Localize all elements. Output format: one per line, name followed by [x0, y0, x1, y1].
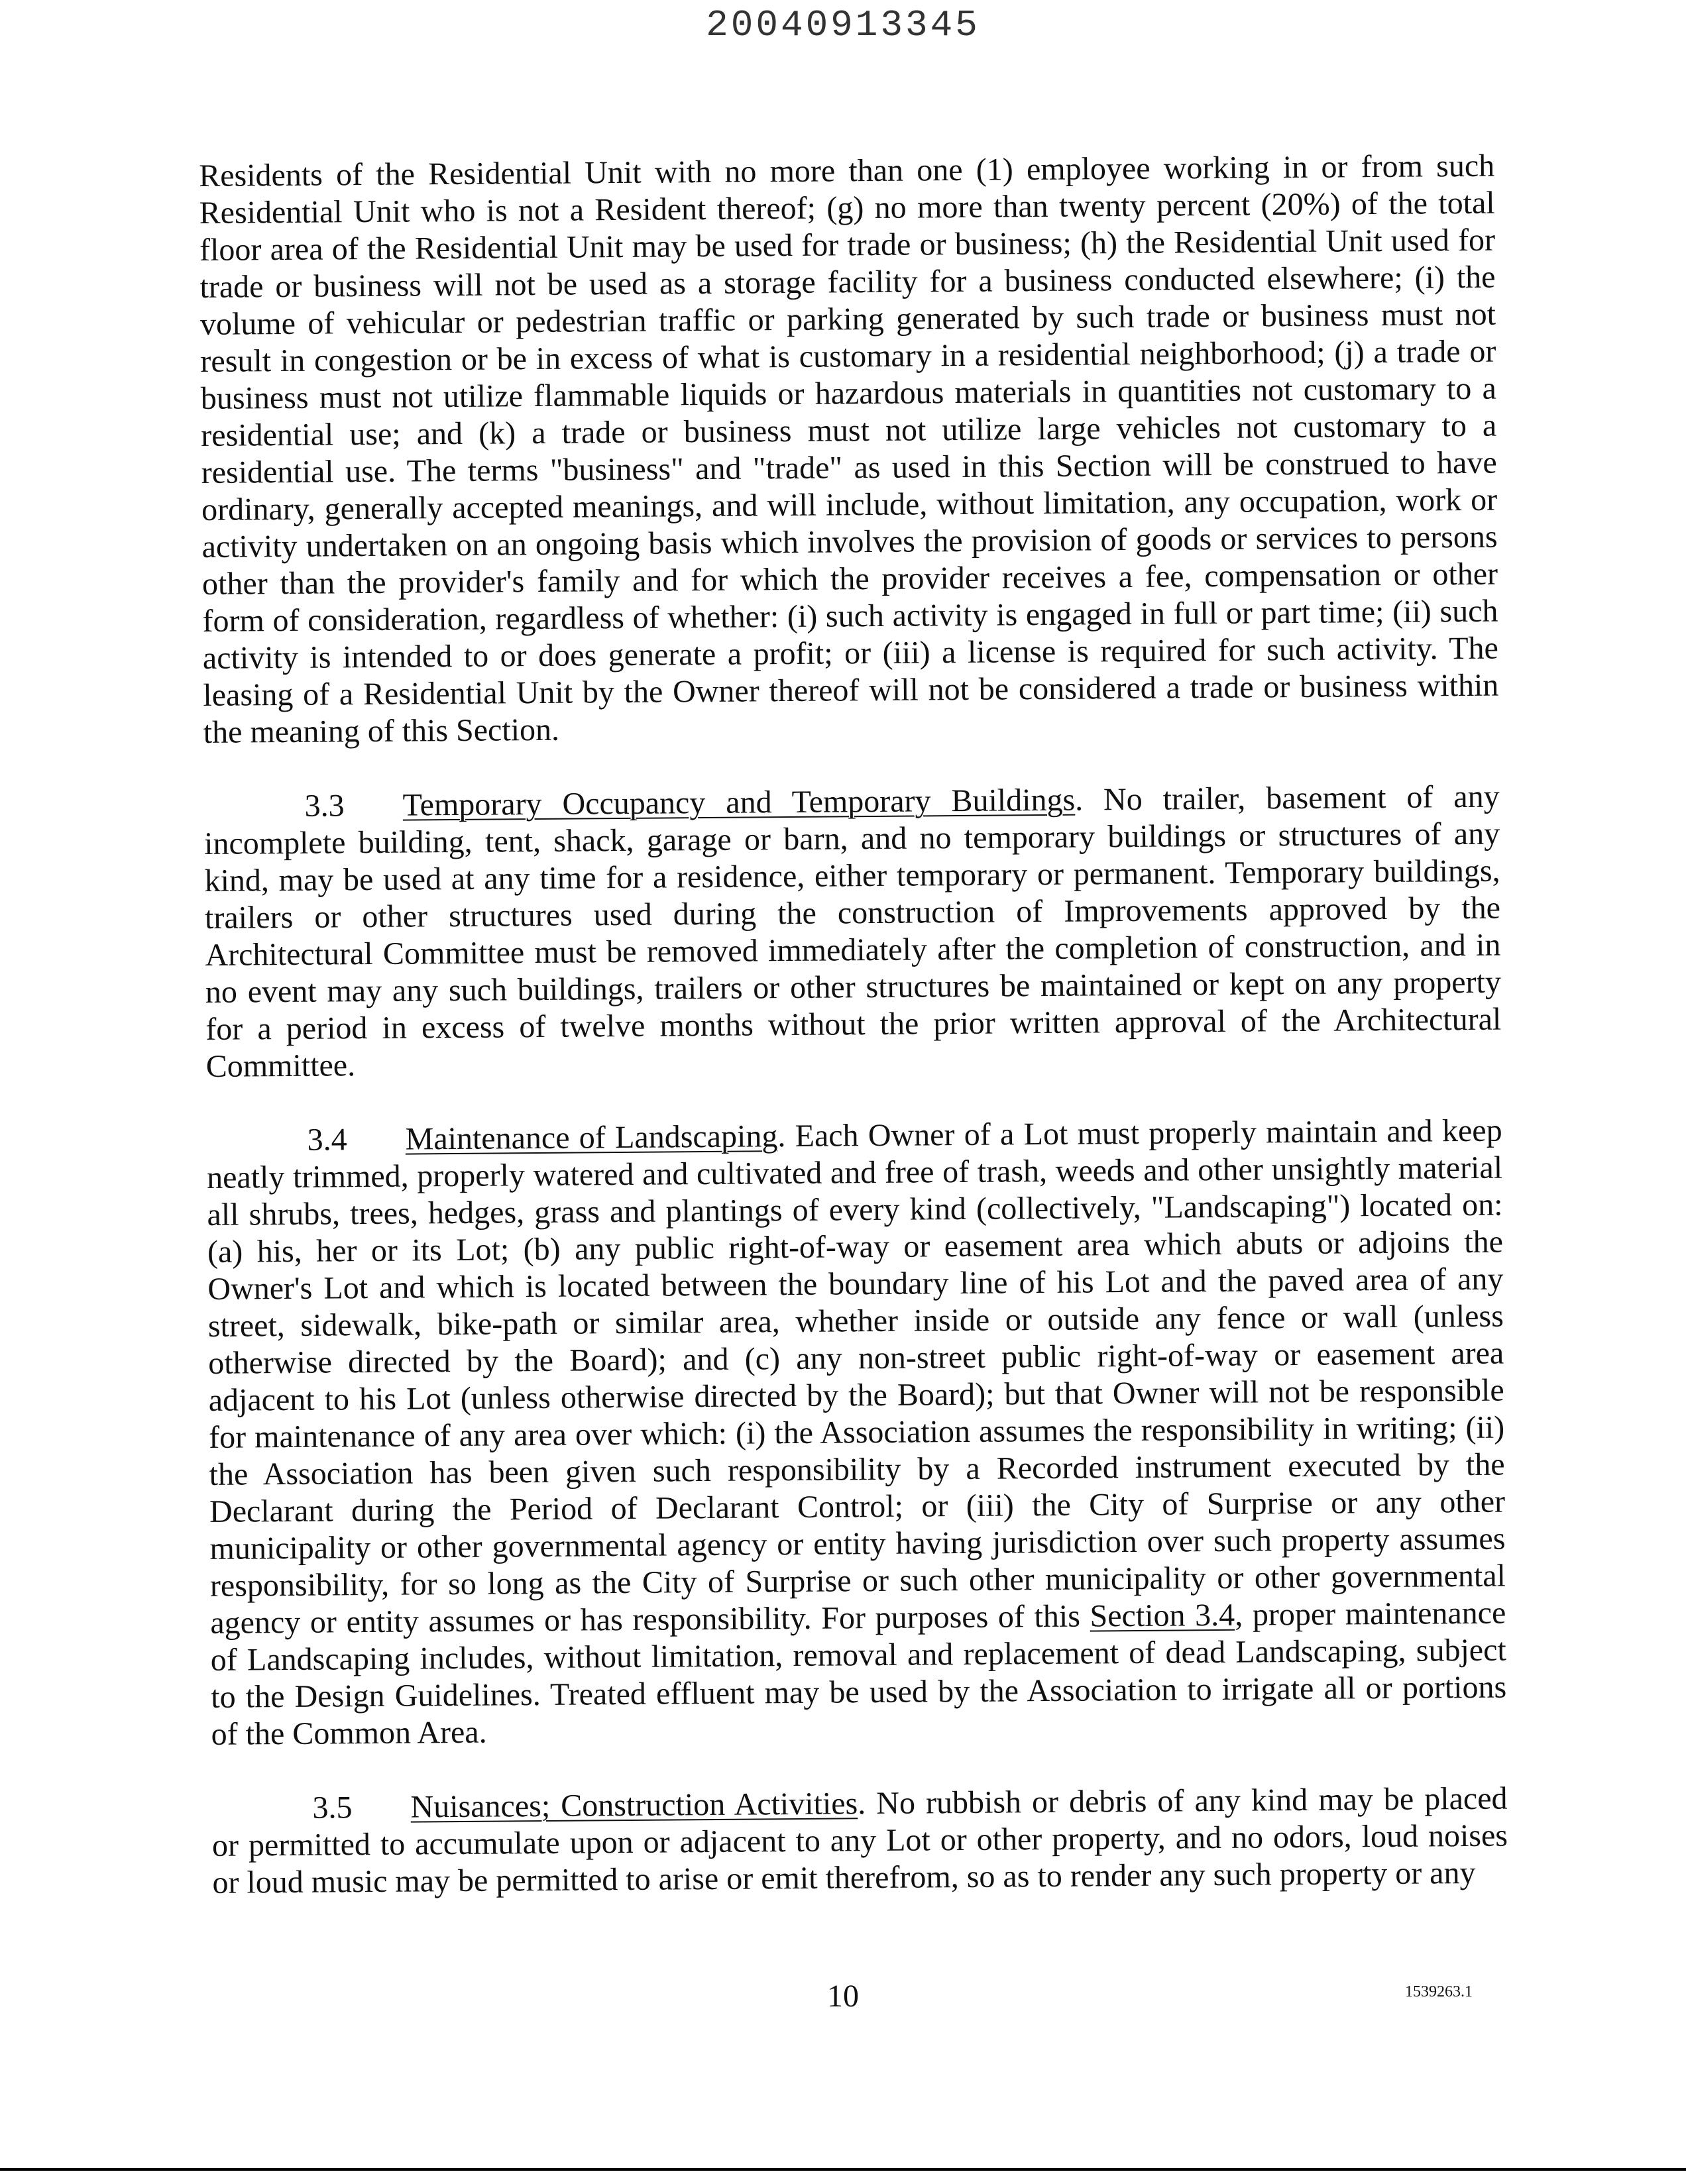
section-3-5	[211, 1780, 1508, 1902]
section-text: . No rubbish or debris of any kind may be placed or permitted to accumulate upon or adjacent to any Lot or other property, and no odors, loud noises or loud music may be permitted to arise or emit therefrom, so as to render any such property or any	[211, 1780, 1508, 1900]
section-number: 3.5	[312, 1790, 353, 1826]
scan-edge-line	[0, 2168, 1686, 2171]
document-body	[199, 148, 1508, 1939]
page-number: 10	[827, 1979, 859, 2014]
section-number: 3.3	[304, 788, 345, 824]
section-text: . No trailer, basement of any incomplete building, tent, shack, garage or barn, and no temporary buildings or structures of any kind, may be used at any time for a residence, either temporary or permanent. Temporary buildings, trailers or other structures used during the construction of Improvements approved by the Architectural Committee must be removed immediately after the completion of construction, and in no event may any such buildings, trailers or other structures be maintained or kept on any property for a period in excess of twelve months without the prior written approval of the Architectural Committee.	[203, 779, 1502, 1084]
section-heading: Temporary Occupancy and Temporary Buildings	[402, 782, 1076, 823]
section-text: . Each Owner of a Lot must properly maintain and keep neatly trimmed, properly watered and cultivated and free of trash, weeds and other unsightly material all shrubs, trees, hedges, grass and plantings of every kind (collectively, "Landscaping") located on: (a) his, her or its Lot; (b) any public right-of-way or easement area which abuts or adjoins the Owner's Lot and which is located between the boundary line of his Lot and the paved area of any street, sidewalk, bike-path or similar area, whether inside or outside any fence or wall (unless otherwise directed by the Board); and (c) any non-street public right-of-way or easement area adjacent to his Lot (unless otherwise directed by the Board); but that Owner will not be responsible for maintenance of any area over which: (i) the Association assumes the responsibility in writing; (ii) the Association has been given such responsibility by a Recorded instrument executed by the Declarant during the Period of Declarant Control; or (iii) the City of Surprise or any other municipality or other governmental agency or entity having jurisdiction over such property assumes responsibility, for so long as the City of Surprise or such other municipality or other governmental agency or entity assumes or has responsibility. For purposes of this	[206, 1113, 1506, 1641]
section-3-3	[203, 779, 1501, 1085]
section-3-4	[206, 1113, 1506, 1753]
document-id: 1539263.1	[1405, 1983, 1473, 2000]
recording-number: 20040913345	[706, 4, 980, 46]
continued-paragraph: Residents of the Residential Unit with no more than one (1) employee working in or from such Residential Unit who is not a Resident thereof; (g) no more than twenty percent (20%) of the total floor area of the Residential Unit may be used for trade or business; (h) the Residential Unit used for trade or business will not be used as a storage facility for a business conducted elsewhere; (i) the volume of vehicular or pedestrian traffic or parking generated by such trade or business must not result in congestion or be in excess of what is customary in a residential neighborhood; (j) a trade or business must not utilize flammable liquids or hazardous materials in quantities not customary to a residential use; and (k) a trade or business must not utilize large vehicles not customary to a residential use. The terms "business" and "trade" as used in this Section will be construed to have ordinary, generally accepted meanings, and will include, without limitation, any occupation, work or activity undertaken on an ongoing basis which involves the provision of goods or services to persons other than the provider's family and for which the provider receives a fee, compensation or other form of consideration, regardless of whether: (i) such activity is engaged in full or part time; (ii) such activity is intended to or does generate a profit; or (iii) a license is required for such activity. The leasing of a Residential Unit by the Owner thereof will not be considered a trade or business within the meaning of this Section.	[199, 148, 1499, 750]
section-cross-reference: Section 3.4	[1090, 1597, 1235, 1634]
section-heading: Maintenance of Landscaping	[405, 1119, 778, 1157]
section-number: 3.4	[307, 1122, 347, 1158]
section-text-continued: , proper maintenance of Landscaping includes, without limitation, removal and replacement of dead Landscaping, subject to the Design Guidelines. Treated effluent may be used by the Association to irrigate all or portions of the Common Area.	[210, 1595, 1507, 1752]
section-heading: Nuisances; Construction Activities	[410, 1786, 858, 1825]
